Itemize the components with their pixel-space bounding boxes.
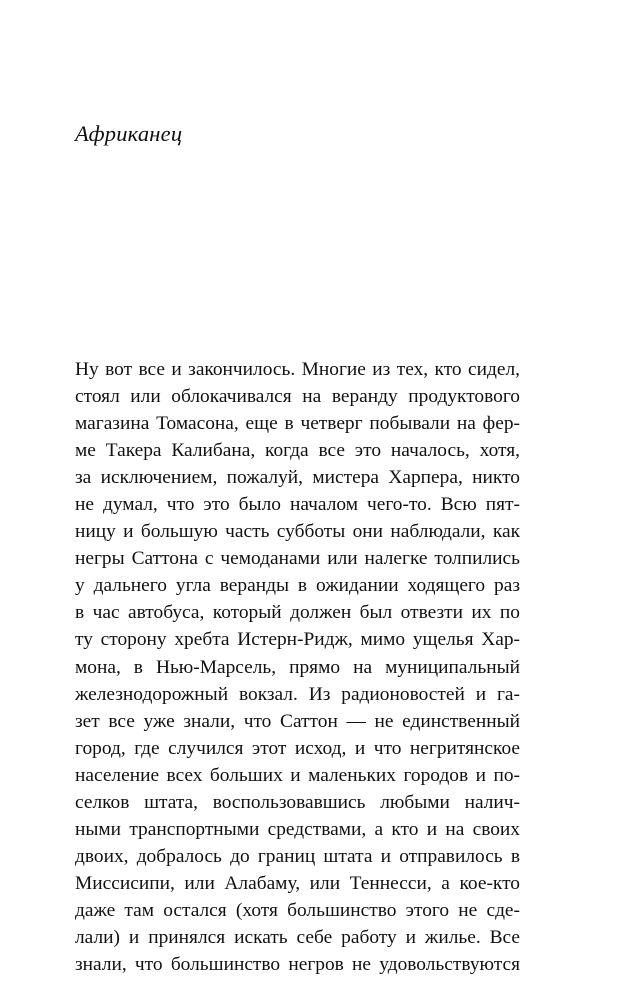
text-line: двоих, добралось до границ штата и отправилось в <box>75 845 520 867</box>
text-line: не думал, что это было началом чего-то. Всю пят- <box>75 494 520 516</box>
text-line: ными транспортными средствами, а кто и на своих <box>75 818 520 840</box>
text-line: город, где случился этот исход, и что негритянское <box>75 737 520 759</box>
chapter-title: Африканец <box>75 121 183 146</box>
text-line: даже там остался (хотя большинство этого не сде- <box>75 899 520 921</box>
text-line: селков штата, воспользовавшись любыми налич- <box>75 791 520 813</box>
text-line: у дальнего угла веранды в ожидании ходящего раз <box>75 575 520 597</box>
text-line: зет все уже знали, что Саттон — не единственный <box>75 710 520 732</box>
text-line: негры Саттона с чемоданами или налегке толпились <box>75 548 520 570</box>
text-line: население всех больших и маленьких городов и по- <box>75 764 520 786</box>
body-text <box>75 356 520 978</box>
text-line: ту сторону хребта Истерн-Ридж, мимо ущелья Хар- <box>75 629 520 651</box>
text-line: Ну вот все и закончилось. Многие из тех, кто сидел, <box>75 359 520 380</box>
text-line: в час автобуса, который должен был отвезти их по <box>75 602 520 624</box>
text-line: Миссисипи, или Алабаму, или Теннесси, а кое-кто <box>75 872 520 894</box>
text-line: ницу и большую часть субботы они наблюдали, как <box>75 521 520 543</box>
text-line: за исключением, пожалуй, мистера Харпера, никто <box>75 467 520 489</box>
text-line: железнодорожный вокзал. Из радионовостей и га- <box>75 683 520 705</box>
text-line: знали, что большинство негров не удовольствуются <box>75 954 520 976</box>
text-line: ме Такера Калибана, когда все это началось, хотя, <box>75 440 520 462</box>
text-line: лали) и принялся искать себе работу и жилье. Все <box>75 926 520 948</box>
text-line: мона, в Нью-Марсель, прямо на муниципальный <box>75 656 520 678</box>
text-line: стоял или облокачивался на веранду продуктового <box>75 386 520 408</box>
text-line: магазина Томасона, еще в четверг побывали на фер- <box>75 413 520 435</box>
